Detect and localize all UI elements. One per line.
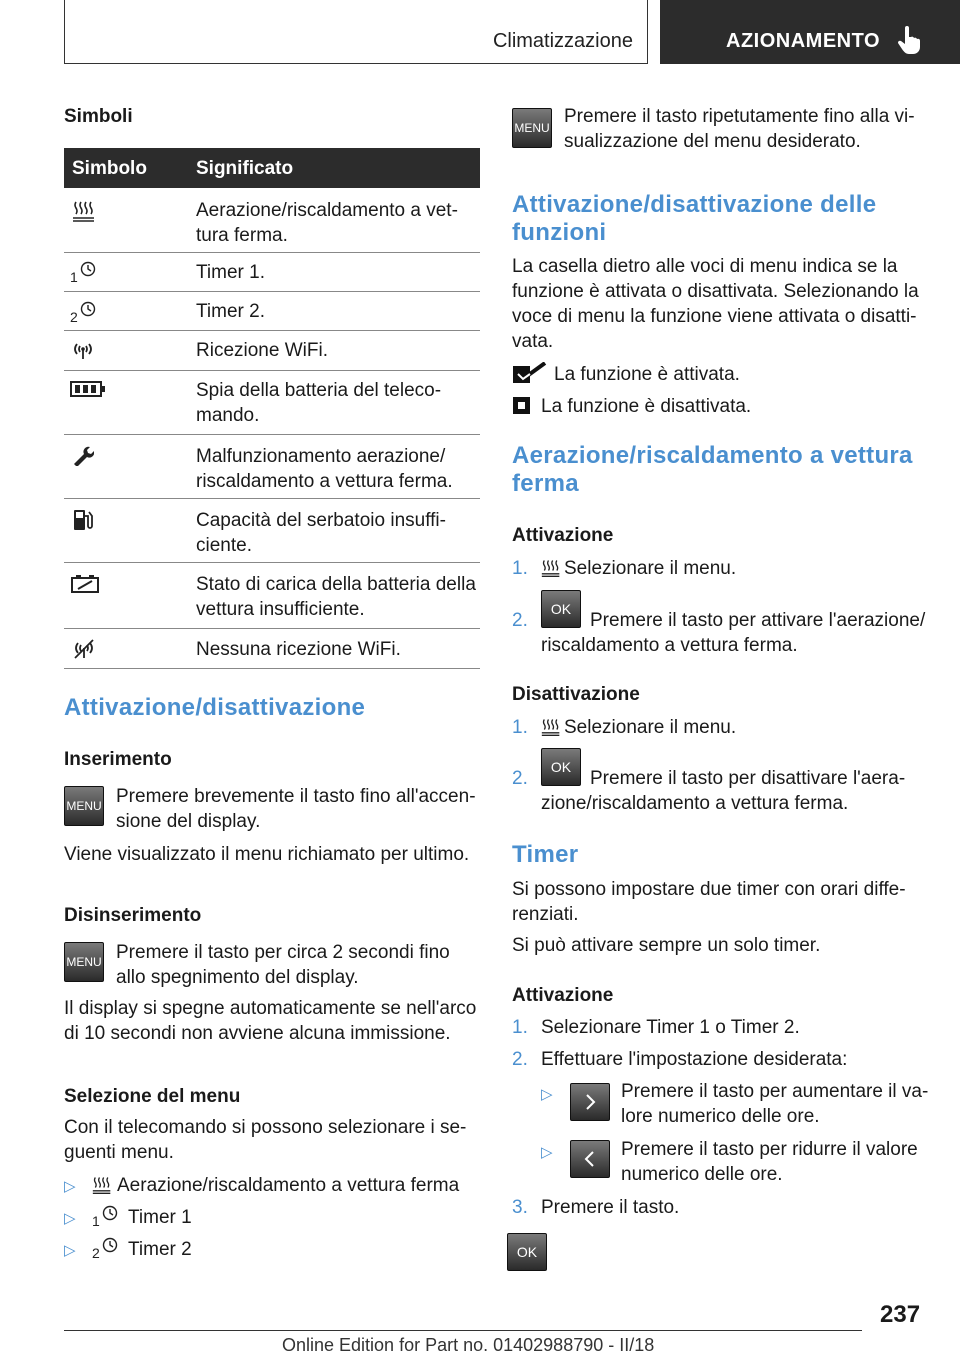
paragraph-text: funzione è attivata o disattivata. Selezionando la xyxy=(512,281,919,302)
timer-2-icon xyxy=(92,1236,120,1260)
heading-line: Aerazione/riscaldamento a vettura xyxy=(512,442,913,469)
instruction-text: Premere il tasto per circa 2 secondi fino xyxy=(116,942,450,963)
instruction-text: sione del display. xyxy=(116,811,261,832)
footer-edition: Online Edition for Part no. 01402988790 - II/18 xyxy=(282,1335,655,1355)
ok-button-icon xyxy=(541,748,581,786)
ok-button-icon xyxy=(507,1233,547,1271)
deactivation-subheading: Disattivazione xyxy=(512,684,640,705)
row-text: Spia della batteria del teleco- xyxy=(196,380,442,401)
step-text: Premere il tasto. xyxy=(541,1197,680,1218)
timer-1-icon xyxy=(70,260,98,284)
row-text: riscaldamento a vettura ferma. xyxy=(196,471,453,492)
page-number: 237 xyxy=(880,1301,921,1328)
step-text: Premere il tasto per attivare l'aerazione/ xyxy=(590,610,926,631)
menu-repeat-instruction xyxy=(564,104,915,154)
instruction-text: Premere il tasto per ridurre il valore xyxy=(621,1139,918,1160)
bullet: ▷ xyxy=(64,1210,76,1227)
note-text: di 10 secondi non avviene alcuna immissione. xyxy=(64,1023,451,1044)
deactivation-note xyxy=(64,996,476,1046)
deactivation-instruction xyxy=(116,940,450,990)
step-number: 2. xyxy=(512,1049,528,1070)
step-text: zione/riscaldamento a vettura ferma. xyxy=(541,793,849,814)
header-chapter-title: AZIONAMENTO xyxy=(726,30,881,52)
header-section-box xyxy=(64,0,648,64)
divider xyxy=(64,252,480,253)
battery-icon xyxy=(70,380,106,398)
divider xyxy=(64,628,480,629)
menu-button-icon xyxy=(512,108,552,148)
timer-heading: Timer xyxy=(512,841,579,868)
ok-button-icon xyxy=(541,590,581,628)
timer-paragraph xyxy=(512,877,906,927)
heading-line: ferma xyxy=(512,470,579,497)
svg-text:1: 1 xyxy=(70,269,78,284)
note-text: Il display si spegne automaticamente se nell'arco xyxy=(64,998,477,1019)
functions-heading xyxy=(512,191,876,247)
header-section-title: Climatizzazione xyxy=(492,30,633,52)
activation-heading: Attivazione/disattivazione xyxy=(64,694,366,721)
fuel-pump-icon xyxy=(72,508,94,532)
table-row-label: Ricezione WiFi. xyxy=(196,340,328,361)
row-text: ciente. xyxy=(196,535,252,556)
step-text: Selezionare il menu. xyxy=(564,558,737,579)
decrease-instruction xyxy=(621,1137,918,1187)
arrow-right-button-icon xyxy=(570,1083,610,1121)
instruction-text: numerico delle ore. xyxy=(621,1164,783,1185)
row-text: Capacità del serbatoio insuffi- xyxy=(196,510,446,531)
divider xyxy=(64,370,480,371)
divider xyxy=(64,291,480,292)
ventilation-icon xyxy=(541,716,561,738)
chevron-right-icon xyxy=(583,1093,597,1111)
function-inactive-text: La funzione è disattivata. xyxy=(541,396,752,417)
ok-button-label: OK xyxy=(550,759,572,775)
menu-selection-text xyxy=(64,1115,466,1165)
ventilation-icon xyxy=(541,557,561,579)
chevron-left-icon xyxy=(583,1150,597,1168)
table-row xyxy=(196,444,453,494)
timer-note: Si può attivare sempre un solo timer. xyxy=(512,935,821,956)
heading-line: Attivazione/disattivazione delle xyxy=(512,191,877,218)
menu-button-icon xyxy=(64,942,104,982)
heading-line: funzioni xyxy=(512,219,607,246)
table-row xyxy=(196,508,446,558)
header-chapter-tab xyxy=(660,0,960,64)
wifi-icon xyxy=(72,340,94,360)
step-number: 2. xyxy=(512,768,528,789)
menu-button-label: MENU xyxy=(66,799,102,813)
activation-subheading: Attivazione xyxy=(512,525,614,546)
table-row xyxy=(196,198,458,248)
paragraph-text: La casella dietro alle voci di menu indica se la xyxy=(512,256,898,277)
no-wifi-icon xyxy=(72,638,96,660)
step-number: 1. xyxy=(512,558,528,579)
arrow-left-button-icon xyxy=(570,1140,610,1178)
function-active-text: La funzione è attivata. xyxy=(554,364,740,385)
step-text: Selezionare Timer 1 o Timer 2. xyxy=(541,1017,800,1038)
step-text: riscaldamento a vettura ferma. xyxy=(541,635,798,656)
footer-rule xyxy=(64,1330,862,1331)
menu-selection-heading: Selezione del menu xyxy=(64,1086,241,1107)
insertion-note: Viene visualizzato il menu richiamato per ultimo. xyxy=(64,844,470,865)
bullet: ▷ xyxy=(64,1178,76,1195)
menu-button-label: MENU xyxy=(514,121,550,135)
svg-text:2: 2 xyxy=(70,309,78,324)
hand-pointer-icon xyxy=(896,26,922,54)
table-row-label: Nessuna ricezione WiFi. xyxy=(196,639,401,660)
symbols-table-header xyxy=(64,148,480,188)
ventilation-icon xyxy=(72,200,96,222)
row-text: mando. xyxy=(196,405,260,426)
timer-2-icon xyxy=(70,300,98,324)
deactivation-heading: Disinserimento xyxy=(64,905,202,926)
bullet: ▷ xyxy=(541,1144,553,1161)
paragraph-text: Con il telecomando si possono selezionare i se- xyxy=(64,1117,467,1138)
instruction-text: Premere il tasto per aumentare il va- xyxy=(621,1081,929,1102)
paragraph-text: guenti menu. xyxy=(64,1142,174,1163)
divider xyxy=(64,668,480,669)
increase-instruction xyxy=(621,1079,928,1129)
ventilation-heading xyxy=(512,442,913,498)
instruction-text: Premere il tasto ripetutamente fino alla vi- xyxy=(564,106,915,127)
symbols-heading: Simboli xyxy=(64,106,133,127)
table-row xyxy=(196,378,441,428)
functions-paragraph xyxy=(512,254,919,354)
table-row-label: Timer 1. xyxy=(196,262,265,283)
timer-1-icon xyxy=(92,1204,120,1228)
paragraph-text: renziati. xyxy=(512,904,579,925)
step-text: Selezionare il menu. xyxy=(564,717,737,738)
divider xyxy=(64,498,480,499)
divider xyxy=(64,434,480,435)
ventilation-icon xyxy=(92,1174,112,1196)
svg-text:1: 1 xyxy=(92,1213,100,1228)
step-text: Effettuare l'impostazione desiderata: xyxy=(541,1049,848,1070)
col-symbol-header: Simbolo xyxy=(72,158,147,179)
divider xyxy=(64,330,480,331)
row-text: Aerazione/riscaldamento a vet- xyxy=(196,200,458,221)
instruction-text: Premere brevemente il tasto fino all'accen- xyxy=(116,786,476,807)
instruction-text: lore numerico delle ore. xyxy=(621,1106,820,1127)
vehicle-battery-low-icon xyxy=(70,572,102,594)
unchecked-box-icon xyxy=(512,396,534,416)
row-text: Stato di carica della batteria della xyxy=(196,574,476,595)
svg-text:2: 2 xyxy=(92,1245,100,1260)
bullet: ▷ xyxy=(64,1242,76,1259)
instruction-text: sualizzazione del menu desiderato. xyxy=(564,131,861,152)
step-number: 3. xyxy=(512,1197,528,1218)
paragraph-text: Si possono impostare due timer con orari diffe- xyxy=(512,879,906,900)
paragraph-text: vata. xyxy=(512,331,554,352)
timer-activation-subheading: Attivazione xyxy=(512,985,614,1006)
row-text: vettura insufficiente. xyxy=(196,599,365,620)
divider xyxy=(64,562,480,563)
insertion-instruction xyxy=(116,784,476,834)
step-number: 2. xyxy=(512,610,528,631)
col-meaning-header: Significato xyxy=(196,158,294,179)
menu-item-label: Timer 2 xyxy=(128,1239,192,1260)
step-number: 1. xyxy=(512,717,528,738)
row-text: Malfunzionamento aerazione/ xyxy=(196,446,446,467)
table-row-label: Timer 2. xyxy=(196,301,265,322)
table-row xyxy=(196,572,476,622)
ok-button-label: OK xyxy=(550,601,572,617)
bullet: ▷ xyxy=(541,1086,553,1103)
menu-item-label: Aerazione/riscaldamento a vettura ferma xyxy=(117,1175,460,1196)
menu-button-label: MENU xyxy=(66,955,102,969)
step-number: 1. xyxy=(512,1017,528,1038)
menu-item-label: Timer 1 xyxy=(128,1207,192,1228)
insertion-heading: Inserimento xyxy=(64,749,172,770)
row-text: tura ferma. xyxy=(196,225,288,246)
instruction-text: allo spegnimento del display. xyxy=(116,967,359,988)
wrench-icon xyxy=(72,444,94,466)
step-text: Premere il tasto per disattivare l'aera- xyxy=(590,768,906,789)
paragraph-text: voce di menu la funzione viene attivata o disatti- xyxy=(512,306,917,327)
menu-button-icon xyxy=(64,786,104,826)
checked-box-icon xyxy=(512,362,548,384)
ok-button-label: OK xyxy=(516,1244,538,1260)
